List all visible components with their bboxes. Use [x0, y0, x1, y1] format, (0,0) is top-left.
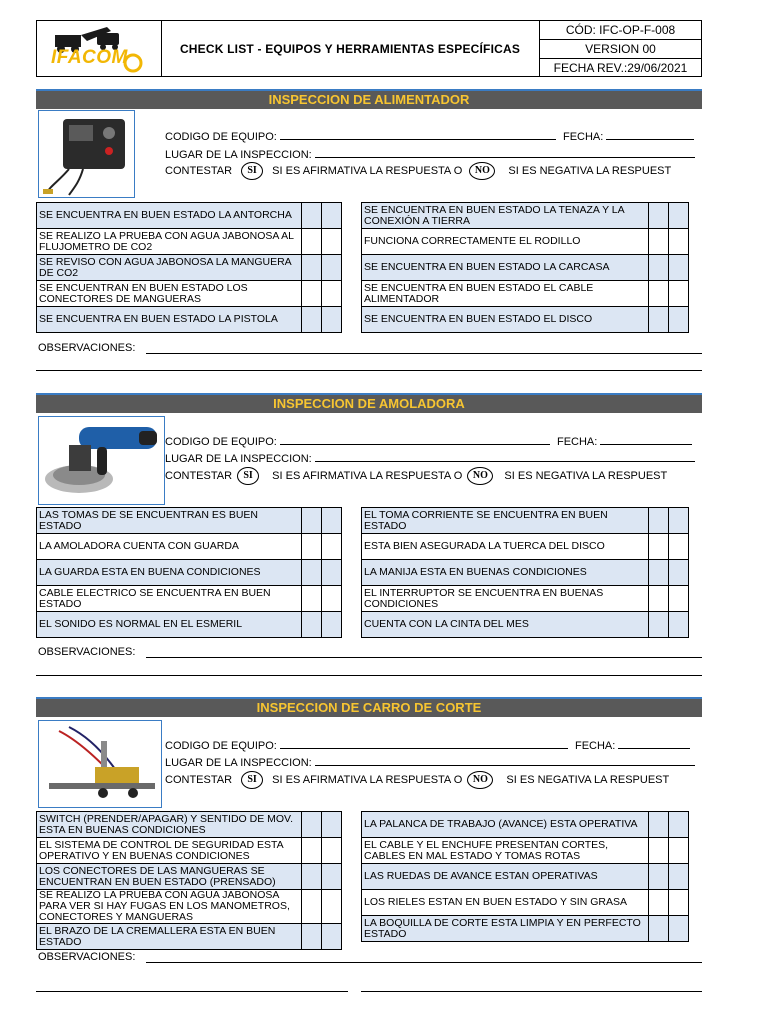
no-checkbox[interactable] [322, 255, 342, 281]
section-title-alimentador: INSPECCION DE ALIMENTADOR [36, 91, 702, 109]
codigo-field[interactable] [280, 129, 556, 140]
document-code: CÓD: IFC-OP-F-008 [540, 21, 701, 40]
table-row [37, 203, 342, 229]
observaciones-line[interactable] [361, 991, 702, 992]
si-checkbox[interactable] [649, 586, 669, 612]
si-checkbox[interactable] [649, 864, 669, 890]
table-row [37, 229, 342, 255]
si-checkbox[interactable] [302, 281, 322, 307]
si-checkbox[interactable] [302, 890, 322, 924]
no-checkbox[interactable] [669, 586, 689, 612]
no-checkbox[interactable] [669, 560, 689, 586]
table-row [37, 864, 342, 890]
observaciones-label: OBSERVACIONES: [38, 951, 136, 963]
no-checkbox[interactable] [322, 864, 342, 890]
no-checkbox[interactable] [322, 838, 342, 864]
cutting-carriage-icon [39, 721, 161, 807]
no-text: SI ES NEGATIVA LA RESPUEST [506, 773, 670, 786]
si-checkbox[interactable] [302, 229, 322, 255]
revision-date: FECHA REV.:29/06/2021 [553, 61, 688, 75]
no-checkbox[interactable] [322, 612, 342, 638]
checklist-item: SWITCH (PRENDER/APAGAR) Y SENTIDO DE MOV. ESTA EN BUENAS CONDICIONES [37, 812, 302, 838]
codigo-row-alimentador [165, 129, 694, 143]
si-checkbox[interactable] [649, 508, 669, 534]
codigo-label: CODIGO DE EQUIPO: [165, 740, 277, 752]
si-checkbox[interactable] [302, 203, 322, 229]
codigo-label: CODIGO DE EQUIPO: [165, 131, 277, 143]
contestar-row-alimentador [165, 162, 671, 180]
no-checkbox[interactable] [322, 924, 342, 950]
table-row [362, 586, 689, 612]
si-checkbox[interactable] [302, 508, 322, 534]
section-title-carro-corte: INSPECCION DE CARRO DE CORTE [36, 699, 702, 717]
contestar-row-amoladora [165, 467, 667, 485]
no-checkbox[interactable] [322, 534, 342, 560]
checklist-item: SE ENCUENTRA EN BUEN ESTADO EL DISCO [362, 307, 649, 333]
si-checkbox[interactable] [649, 281, 669, 307]
no-checkbox[interactable] [669, 838, 689, 864]
table-row [37, 890, 342, 924]
checklist-item: SE REVISO CON AGUA JABONOSA LA MANGUERA DE CO2 [37, 255, 302, 281]
table-row [362, 612, 689, 638]
document-version: VERSION 00 [540, 40, 701, 59]
no-circle: NO [467, 467, 493, 485]
checklist-item: LAS TOMAS DE SE ENCUENTRAN ES BUEN ESTADO [37, 508, 302, 534]
no-circle: NO [467, 771, 493, 789]
checklist-item: SE REALIZO LA PRUEBA CON AGUA JABONOSA AL FLUJOMETRO DE CO2 [37, 229, 302, 255]
checklist-item: EL BRAZO DE LA CREMALLERA ESTA EN BUEN ESTADO [37, 924, 302, 950]
si-checkbox[interactable] [649, 255, 669, 281]
checklist-item: LA MANIJA ESTA EN BUENAS CONDICIONES [362, 560, 649, 586]
no-checkbox[interactable] [669, 916, 689, 942]
si-checkbox[interactable] [649, 916, 669, 942]
table-row [37, 534, 342, 560]
checklist-item: LOS CONECTORES DE LAS MANGUERAS SE ENCUENTRAN EN BUEN ESTADO (PRENSADO) [37, 864, 302, 890]
welding-machine-icon [39, 111, 134, 197]
no-checkbox[interactable] [322, 586, 342, 612]
grinder-photo [38, 416, 165, 505]
si-checkbox[interactable] [302, 255, 322, 281]
table-row [37, 508, 342, 534]
si-checkbox[interactable] [649, 229, 669, 255]
si-circle: SI [237, 467, 259, 485]
si-checkbox[interactable] [649, 203, 669, 229]
checklist-item: EL SISTEMA DE CONTROL DE SEGURIDAD ESTA OPERATIVO Y EN BUENAS CONDICIONES [37, 838, 302, 864]
fecha-label: FECHA: [556, 436, 598, 448]
checklist-item: CUENTA CON LA CINTA DEL MES [362, 612, 649, 638]
observaciones-label: OBSERVACIONES: [38, 342, 136, 354]
observaciones-line[interactable] [146, 657, 702, 658]
table-row [362, 864, 689, 890]
checklist-item: LA BOQUILLA DE CORTE ESTA LIMPIA Y EN PERFECTO ESTADO [362, 916, 649, 942]
no-checkbox[interactable] [669, 203, 689, 229]
table-row [37, 307, 342, 333]
no-text: SI ES NEGATIVA LA RESPUEST [508, 164, 672, 177]
codigo-label: CODIGO DE EQUIPO: [165, 436, 277, 448]
si-checkbox[interactable] [649, 307, 669, 333]
no-circle: NO [469, 162, 495, 180]
table-row [362, 255, 689, 281]
table-row [37, 838, 342, 864]
checklist-item: EL INTERRUPTOR SE ENCUENTRA EN BUENAS CONDICIONES [362, 586, 649, 612]
no-checkbox[interactable] [322, 890, 342, 924]
codigo-field[interactable] [280, 434, 550, 445]
checklist-item: FUNCIONA CORRECTAMENTE EL RODILLO [362, 229, 649, 255]
checklist-item: SE REALIZO LA PRUEBA CON AGUA JABONOSA PARA VER SI HAY FUGAS EN LOS MANOMETROS, CONECTORES Y MANGUERAS [37, 890, 302, 924]
si-circle: SI [241, 771, 263, 789]
checklist-item: ESTA BIEN ASEGURADA LA TUERCA DEL DISCO [362, 534, 649, 560]
section-title-amoladora: INSPECCION DE AMOLADORA [36, 395, 702, 413]
fecha-field[interactable] [606, 129, 694, 140]
document-header [36, 20, 702, 77]
company-logo [37, 21, 162, 76]
no-checkbox[interactable] [669, 534, 689, 560]
lugar-row-amoladora [165, 451, 695, 465]
table-row [362, 838, 689, 864]
no-checkbox[interactable] [669, 255, 689, 281]
table-row [362, 508, 689, 534]
si-text: SI ES AFIRMATIVA LA RESPUESTA O [272, 469, 463, 482]
no-checkbox[interactable] [322, 560, 342, 586]
si-checkbox[interactable] [302, 838, 322, 864]
si-circle: SI [241, 162, 263, 180]
checklist-item: SE ENCUENTRAN EN BUEN ESTADO LOS CONECTORES DE MANGUERAS [37, 281, 302, 307]
checklist-item: SE ENCUENTRA EN BUEN ESTADO LA TENAZA Y LA CONEXIÓN A TIERRA [362, 203, 649, 229]
no-checkbox[interactable] [322, 508, 342, 534]
table-row [362, 281, 689, 307]
fecha-field[interactable] [618, 738, 690, 749]
no-checkbox[interactable] [322, 229, 342, 255]
checklist-left-amoladora [36, 507, 342, 638]
no-checkbox[interactable] [669, 307, 689, 333]
table-row [37, 255, 342, 281]
table-row [37, 924, 342, 950]
no-checkbox[interactable] [669, 229, 689, 255]
checklist-item: LA AMOLADORA CUENTA CON GUARDA [37, 534, 302, 560]
si-checkbox[interactable] [649, 890, 669, 916]
no-checkbox[interactable] [322, 203, 342, 229]
no-checkbox[interactable] [669, 508, 689, 534]
checklist-item: CABLE ELECTRICO SE ENCUENTRA EN BUEN ESTADO [37, 586, 302, 612]
codigo-field[interactable] [280, 738, 568, 749]
checklist-item: SE ENCUENTRA EN BUEN ESTADO EL CABLE ALIMENTADOR [362, 281, 649, 307]
contestar-row-carro [165, 771, 669, 789]
observaciones-line[interactable] [36, 991, 348, 992]
si-checkbox[interactable] [302, 812, 322, 838]
lugar-row-alimentador [165, 147, 695, 161]
observaciones-line[interactable] [146, 962, 702, 963]
checklist-item: LOS RIELES ESTAN EN BUEN ESTADO Y SIN GRASA [362, 890, 649, 916]
si-checkbox[interactable] [302, 864, 322, 890]
lugar-row-carro [165, 755, 695, 769]
table-row [37, 612, 342, 638]
table-row [362, 812, 689, 838]
fecha-field[interactable] [600, 434, 692, 445]
contestar-label: CONTESTAR [165, 773, 233, 786]
no-checkbox[interactable] [669, 864, 689, 890]
checklist-item: SE ENCUENTRA EN BUEN ESTADO LA PISTOLA [37, 307, 302, 333]
si-checkbox[interactable] [302, 924, 322, 950]
si-checkbox[interactable] [649, 838, 669, 864]
checklist-item: LAS RUEDAS DE AVANCE ESTAN OPERATIVAS [362, 864, 649, 890]
observaciones-label: OBSERVACIONES: [38, 646, 136, 658]
observaciones-line[interactable] [36, 675, 702, 676]
checklist-item: SE ENCUENTRA EN BUEN ESTADO LA ANTORCHA [37, 203, 302, 229]
no-checkbox[interactable] [322, 281, 342, 307]
checklist-item: LA GUARDA ESTA EN BUENA CONDICIONES [37, 560, 302, 586]
lugar-label: LUGAR DE LA INSPECCION: [165, 757, 312, 769]
table-row [362, 229, 689, 255]
checklist-right-carro [361, 811, 689, 942]
lugar-field[interactable] [315, 755, 695, 766]
si-text: SI ES AFIRMATIVA LA RESPUESTA O [272, 773, 463, 786]
document-title: CHECK LIST - EQUIPOS Y HERRAMIENTAS ESPECÍFICAS [161, 21, 540, 76]
si-text: SI ES AFIRMATIVA LA RESPUESTA O [272, 164, 463, 177]
checklist-item: EL SONIDO ES NORMAL EN EL ESMERIL [37, 612, 302, 638]
codigo-row-amoladora [165, 434, 692, 448]
no-checkbox[interactable] [322, 307, 342, 333]
checklist-right-amoladora [361, 507, 689, 638]
no-checkbox[interactable] [669, 281, 689, 307]
table-row [37, 586, 342, 612]
angle-grinder-icon [39, 417, 164, 504]
table-row [362, 307, 689, 333]
table-row [362, 534, 689, 560]
table-row [37, 812, 342, 838]
table-row [362, 560, 689, 586]
contestar-label: CONTESTAR [165, 164, 233, 177]
checklist-item: EL TOMA CORRIENTE SE ENCUENTRA EN BUEN ESTADO [362, 508, 649, 534]
table-row [362, 890, 689, 916]
si-checkbox[interactable] [302, 560, 322, 586]
checklist-left-carro [36, 811, 342, 950]
fecha-label: FECHA: [574, 740, 616, 752]
no-text: SI ES NEGATIVA LA RESPUEST [504, 469, 668, 482]
checklist-item: SE ENCUENTRA EN BUEN ESTADO LA CARCASA [362, 255, 649, 281]
no-checkbox[interactable] [669, 890, 689, 916]
welder-photo [38, 110, 135, 198]
contestar-label: CONTESTAR [165, 469, 233, 482]
table-row [362, 203, 689, 229]
codigo-row-carro [165, 738, 690, 752]
no-checkbox[interactable] [669, 812, 689, 838]
observaciones-line[interactable] [36, 370, 702, 371]
no-checkbox[interactable] [669, 612, 689, 638]
checklist-item: LA PALANCA DE TRABAJO (AVANCE) ESTA OPERATIVA [362, 812, 649, 838]
no-checkbox[interactable] [322, 812, 342, 838]
si-checkbox[interactable] [649, 812, 669, 838]
si-checkbox[interactable] [302, 307, 322, 333]
table-row [37, 281, 342, 307]
checklist-item: EL CABLE Y EL ENCHUFE PRESENTAN CORTES, CABLES EN MAL ESTADO Y TOMAS ROTAS [362, 838, 649, 864]
table-row [362, 916, 689, 942]
checklist-left-alimentador [36, 202, 342, 333]
logo-text: IFACOM [51, 47, 128, 68]
cutting-carriage-photo [38, 720, 162, 808]
lugar-label: LUGAR DE LA INSPECCION: [165, 149, 312, 161]
si-checkbox[interactable] [649, 534, 669, 560]
lugar-label: LUGAR DE LA INSPECCION: [165, 453, 312, 465]
checklist-right-alimentador [361, 202, 689, 333]
si-checkbox[interactable] [302, 612, 322, 638]
fecha-label: FECHA: [562, 131, 604, 143]
si-checkbox[interactable] [302, 534, 322, 560]
lugar-field[interactable] [315, 147, 695, 158]
si-checkbox[interactable] [649, 612, 669, 638]
si-checkbox[interactable] [302, 586, 322, 612]
table-row [37, 560, 342, 586]
document-meta [540, 21, 701, 76]
si-checkbox[interactable] [649, 560, 669, 586]
lugar-field[interactable] [315, 451, 695, 462]
observaciones-line[interactable] [146, 353, 702, 354]
